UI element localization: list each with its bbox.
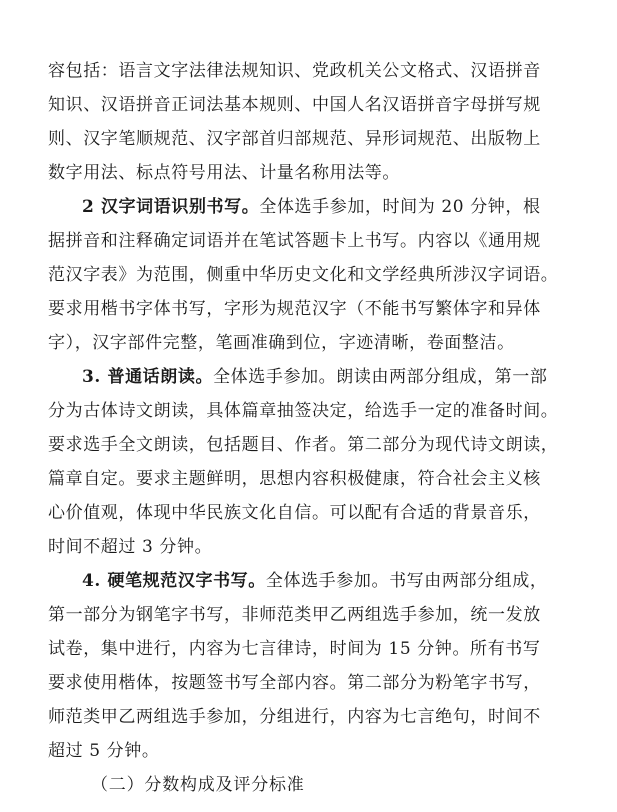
paragraph-text: 全体选手参加。朗读由两部分组成，第一部 <box>213 367 548 387</box>
paragraph-line: 要求使用楷体，按题签书写全部内容。第二部分为粉笔字书写， <box>48 673 541 693</box>
paragraph-line: 容包括：语言文字法律法规知识、党政机关公文格式、汉语拼音 <box>48 61 541 81</box>
paragraph-line: 心价值观，体现中华民族文化自信。可以配有合适的背景音乐， <box>48 503 541 523</box>
paragraph-line: 试卷，集中进行，内容为七言律诗，时间为 15 分钟。所有书写 <box>48 639 541 659</box>
paragraph-line: 要求用楷书字体书写，字形为规范汉字（不能书写繁体字和异体 <box>48 299 541 319</box>
paragraph-line-item2 <box>82 191 578 223</box>
paragraph-line: 要求选手全文朗读，包括题目、作者。第二部分为现代诗文朗读， <box>48 435 559 455</box>
paragraph-line: 分为古体诗文朗读，具体篇章抽签决定，给选手一定的准备时间。 <box>48 401 559 421</box>
paragraph-line: 则、汉字笔顺规范、汉字部首归部规范、异形词规范、出版物上 <box>48 129 541 149</box>
item-heading-4: 4. 硬笔规范汉字书写。 <box>82 571 266 591</box>
paragraph-line: 时间不超过 3 分钟。 <box>48 537 213 557</box>
section-heading: （二）分数构成及评分标准 <box>91 775 305 795</box>
paragraph-line-item3 <box>82 361 578 393</box>
paragraph-line: 超过 5 分钟。 <box>48 741 160 761</box>
paragraph-line: 篇章自定。要求主题鲜明，思想内容积极健康，符合社会主义核 <box>48 469 541 489</box>
paragraph-line: 范汉字表》为范围，侧重中华历史文化和文学经典所涉汉字词语。 <box>48 265 559 285</box>
paragraph-line: 师范类甲乙两组选手参加，分组进行，内容为七言绝句，时间不 <box>48 707 541 727</box>
item-heading-3: 3. 普通话朗读。 <box>82 367 214 387</box>
paragraph-line-item4 <box>82 565 578 597</box>
paragraph-line: 第一部分为钢笔字书写，非师范类甲乙两组选手参加，统一发放 <box>48 605 541 625</box>
paragraph-line: 据拼音和注释确定词语并在笔试答题卡上书写。内容以《通用规 <box>48 231 541 251</box>
paragraph-line: 字），汉字部件完整，笔画准确到位，字迹清晰，卷面整洁。 <box>48 333 515 353</box>
paragraph-text: 全体选手参加。书写由两部分组成， <box>265 571 548 591</box>
item-heading-2: 2 汉字词语识别书写。 <box>82 197 260 217</box>
paragraph-line: 知识、汉语拼音正词法基本规则、中国人名汉语拼音字母拼写规 <box>48 95 541 115</box>
paragraph-line: 数字用法、标点符号用法、计量名称用法等。 <box>48 163 400 183</box>
paragraph-text: 全体选手参加，时间为 20 分钟，根 <box>259 197 541 217</box>
